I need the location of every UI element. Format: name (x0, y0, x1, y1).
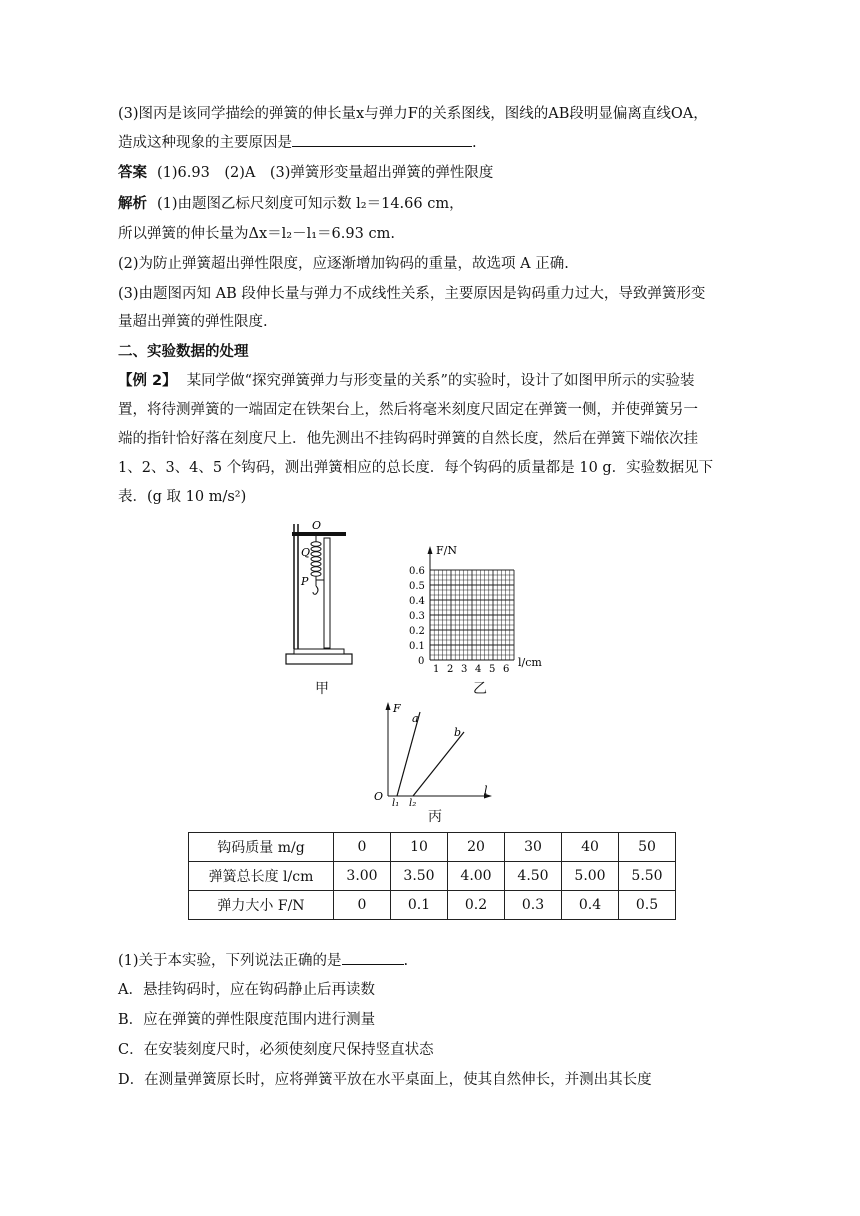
q3-line2 (118, 132, 477, 153)
question1-stem-text: (1)关于本实验，下列说法正确的是 (118, 953, 342, 969)
bing-label-a: a (412, 712, 419, 725)
figure-jia-caption: 甲 (315, 681, 329, 697)
analysis-line2: 所以弹簧的伸长量为Δx＝l₂－l₁＝6.93 cm. (118, 226, 395, 242)
bing-label-b: b (454, 726, 462, 739)
bing-origin: O (374, 790, 384, 803)
yi-x-tick-label: 3 (461, 664, 468, 672)
bing-x-label: l (484, 784, 488, 797)
yi-x-tick-label: 5 (489, 664, 496, 672)
table-cell: 50 (619, 833, 676, 862)
table-cell: 0.5 (619, 891, 676, 920)
table-row-header: 弹簧总长度 l/cm (189, 862, 334, 891)
answer-line (118, 163, 493, 183)
table-cell: 0.1 (391, 891, 448, 920)
table-row (189, 833, 676, 862)
table-cell: 0 (334, 891, 391, 920)
question1-stem (118, 950, 408, 971)
option-a: A．悬挂钩码时，应在钩码静止后再读数 (118, 982, 375, 998)
example2-line2: 置，将待测弹簧的一端固定在铁架台上，然后将毫米刻度尺固定在弹簧一侧，并使弹簧另一 (118, 402, 698, 418)
example2-line4: 1、2、3、4、5 个钩码，测出弹簧相应的总长度．每个钩码的质量都是 10 g．实验数据见下 (118, 460, 714, 476)
analysis-line1 (118, 194, 464, 214)
example2-line5: 表．(g 取 10 m/s²) (118, 489, 247, 505)
yi-x-tick-label: 2 (447, 664, 454, 672)
yi-origin: 0 (418, 656, 425, 667)
question1-stem-end: . (403, 953, 409, 969)
yi-y-ticks (409, 566, 425, 652)
yi-grid-lines (430, 570, 514, 660)
answer-text: (1)6.93 (2)A (3)弹簧形变量超出弹簧的弹性限度 (157, 165, 494, 181)
analysis-line3: (2)为防止弹簧超出弹性限度，应逐渐增加钩码的重量，故选项 A 正确. (118, 256, 569, 272)
jia-label-O: O (312, 519, 322, 532)
table-row-header: 弹力大小 F/N (189, 891, 334, 920)
table-cell: 0.2 (448, 891, 505, 920)
option-c: C．在安装刻度尺时，必须使刻度尺保持竖直状态 (118, 1042, 434, 1058)
example2-line1 (118, 371, 694, 391)
table-cell: 0.3 (505, 891, 562, 920)
table-cell: 4.00 (448, 862, 505, 891)
figure-yi-grid (398, 540, 598, 672)
bing-y-label: F (393, 702, 401, 715)
yi-y-tick-label: 0.6 (409, 566, 425, 577)
table-row (189, 891, 676, 920)
table-cell: 10 (391, 833, 448, 862)
section2-title: 二、实验数据的处理 (118, 344, 249, 360)
q3-line2-end: . (472, 135, 477, 151)
bing-tick-l2: l₂ (409, 798, 417, 808)
yi-y-tick-label: 0.3 (409, 611, 425, 622)
table-cell: 30 (505, 833, 562, 862)
q3-line1: (3)图丙是该同学描绘的弹簧的伸长量x与弹力F的关系图线，图线的AB段明显偏离直线OA， (118, 106, 708, 122)
answer-blank (292, 132, 472, 147)
yi-y-tick-label: 0.4 (409, 596, 425, 607)
figure-bing-graph (366, 696, 506, 808)
analysis-label: 解析 (118, 196, 147, 212)
yi-y-tick-label: 0.5 (409, 581, 425, 592)
figure-bing-caption: 丙 (428, 809, 442, 825)
data-table (188, 832, 676, 920)
option-d: D．在测量弹簧原长时，应将弹簧平放在水平桌面上，使其自然伸长，并测出其长度 (118, 1072, 652, 1088)
option-b: B．应在弹簧的弹性限度范围内进行测量 (118, 1012, 376, 1028)
jia-label-Q: Q (301, 546, 311, 559)
table-cell: 3.00 (334, 862, 391, 891)
jia-label-P: P (301, 575, 309, 588)
table-cell: 4.50 (505, 862, 562, 891)
answer-label: 答案 (118, 165, 147, 181)
table-cell: 20 (448, 833, 505, 862)
analysis-line4: (3)由题图丙知 AB 段伸长量与弹力不成线性关系，主要原因是钩码重力过大，导致弹簧形变 (118, 286, 706, 302)
yi-x-ticks (433, 664, 509, 672)
table-cell: 5.50 (619, 862, 676, 891)
yi-x-tick-label: 6 (503, 664, 510, 672)
example2-line3: 端的指针恰好落在刻度尺上．他先测出不挂钩码时弹簧的自然长度，然后在弹簧下端依次挂 (118, 431, 698, 447)
yi-y-tick-label: 0.1 (409, 641, 425, 652)
figure-jia-apparatus (280, 516, 360, 676)
yi-x-label: l/cm (518, 656, 542, 669)
table-row-header: 钩码质量 m/g (189, 833, 334, 862)
analysis-text1: (1)由题图乙标尺刻度可知示数 l₂＝14.66 cm， (157, 196, 464, 212)
table-cell: 0 (334, 833, 391, 862)
table-row (189, 862, 676, 891)
analysis-line5: 量超出弹簧的弹性限度. (118, 314, 268, 330)
yi-x-tick-label: 4 (475, 664, 482, 672)
table-cell: 0.4 (562, 891, 619, 920)
example2-text1: 某同学做“探究弹簧弹力与形变量的关系”的实验时，设计了如图甲所示的实验装 (186, 373, 695, 389)
yi-x-tick-label: 1 (433, 664, 440, 672)
q3-line2-text: 造成这种现象的主要原因是 (118, 135, 292, 151)
yi-y-tick-label: 0.2 (409, 626, 425, 637)
figure-yi-caption: 乙 (473, 681, 487, 697)
yi-y-label: F/N (436, 544, 457, 557)
bing-line-b (413, 732, 464, 796)
question1-blank (342, 950, 404, 965)
table-cell: 40 (562, 833, 619, 862)
bing-tick-l1: l₁ (392, 798, 400, 808)
table-cell: 3.50 (391, 862, 448, 891)
table-cell: 5.00 (562, 862, 619, 891)
example2-tag: 【例 2】 (118, 373, 177, 389)
